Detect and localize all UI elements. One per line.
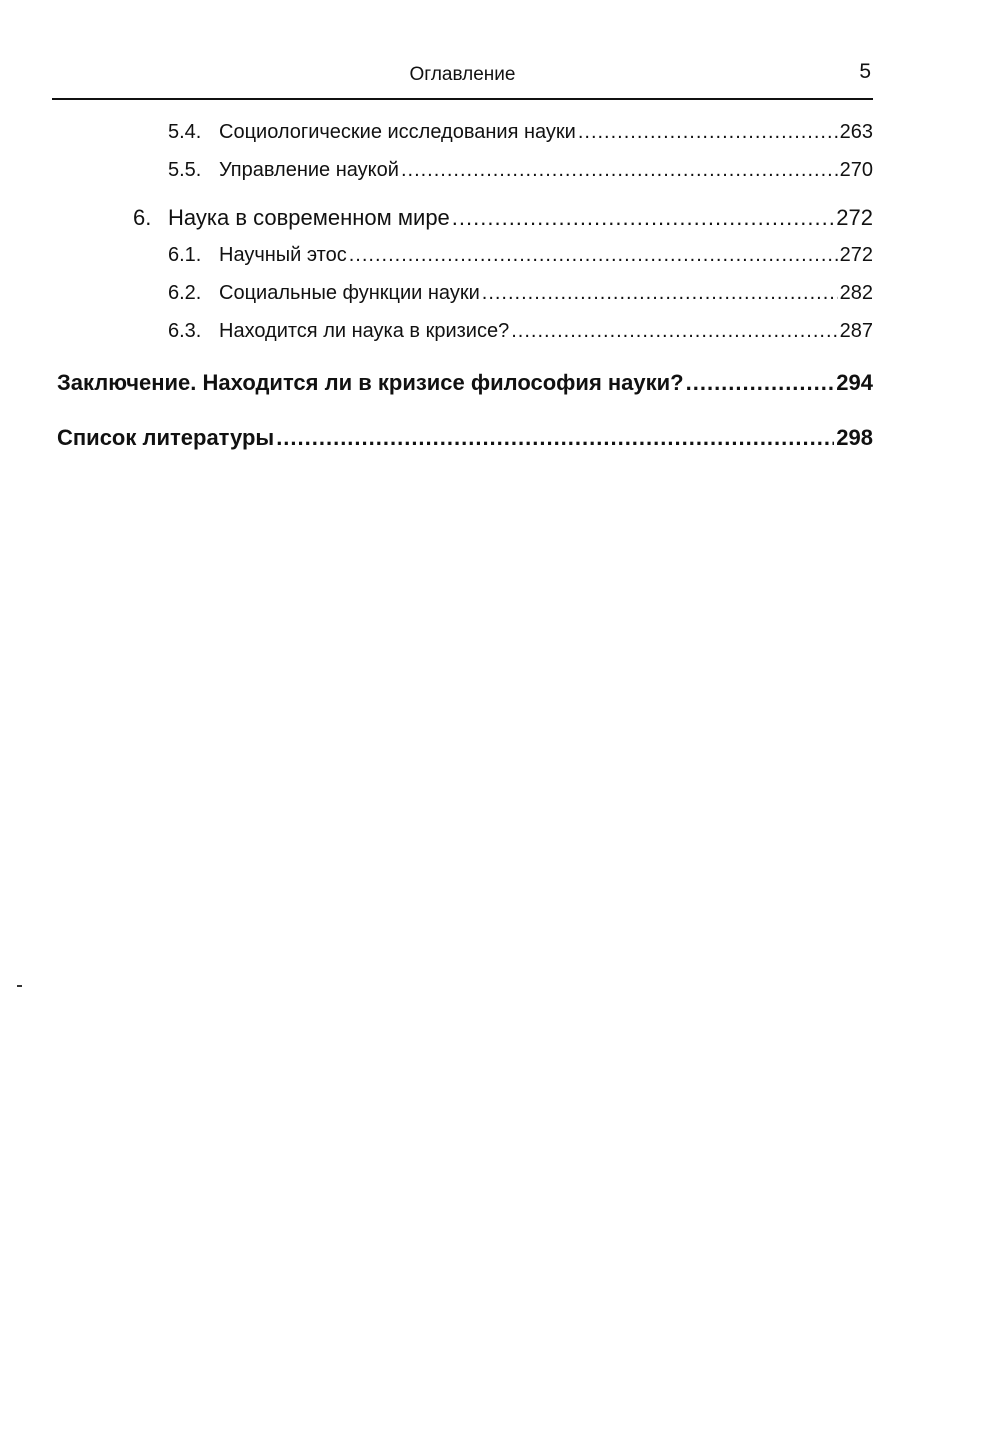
running-header [52, 60, 873, 100]
toc-page: 272 [839, 244, 873, 266]
toc-conclusion[interactable] [57, 370, 873, 396]
toc-entry[interactable] [168, 159, 873, 182]
toc-title: Социологические исследования науки [219, 121, 576, 143]
toc-title: Список литературы [57, 425, 275, 450]
header-title: Оглавление [409, 64, 516, 85]
page-number: 5 [859, 60, 871, 83]
toc-leader [276, 425, 834, 451]
toc-leader [452, 205, 834, 231]
toc-page: 287 [839, 320, 873, 342]
toc-bibliography[interactable] [57, 425, 873, 451]
toc-number: 6.1. [168, 244, 202, 266]
toc-leader [511, 320, 837, 343]
toc-page: 263 [839, 121, 873, 143]
toc-entry[interactable] [168, 244, 873, 267]
toc-title: Управление наукой [219, 159, 399, 181]
toc-leader [349, 244, 838, 267]
toc-entry[interactable] [168, 121, 873, 144]
toc-page: 298 [836, 425, 873, 450]
toc-entry[interactable] [168, 320, 873, 343]
toc-title: Находится ли наука в кризисе? [219, 320, 510, 342]
toc-number: 5.5. [168, 159, 202, 181]
toc-title: Социальные функции науки [219, 282, 480, 304]
scan-artifact [17, 985, 22, 987]
toc-leader [401, 159, 838, 182]
toc-page: 294 [836, 370, 873, 395]
toc-number: 6.2. [168, 282, 202, 304]
toc-entry[interactable] [168, 282, 873, 305]
toc-leader [482, 282, 838, 305]
toc-page: 272 [836, 205, 873, 230]
toc-number: 5.4. [168, 121, 202, 143]
toc-chapter[interactable] [133, 205, 873, 231]
toc-page: 282 [839, 282, 873, 304]
toc-title: Заключение. Находится ли в кризисе философия науки? [57, 370, 684, 395]
toc-title: Научный этос [219, 244, 347, 266]
toc-leader [686, 370, 835, 396]
toc-number: 6.3. [168, 320, 202, 342]
toc-number: 6. [133, 205, 152, 230]
toc-leader [578, 121, 838, 144]
toc-title: Наука в современном мире [168, 205, 450, 230]
toc-page: 270 [839, 159, 873, 181]
